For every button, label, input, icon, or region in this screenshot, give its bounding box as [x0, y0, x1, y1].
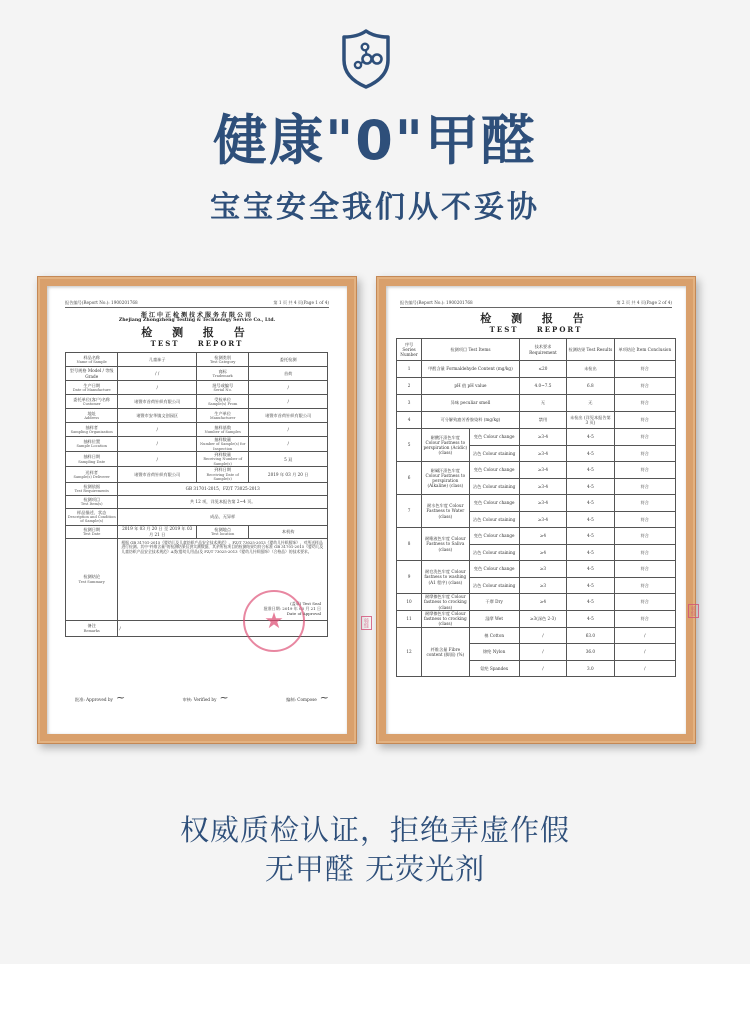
- test-sub-item: 沾色 Colour staining: [469, 478, 519, 495]
- column-header: 检测项目 Test Items: [422, 339, 520, 361]
- field-label: 抽样位置 Sample Location: [66, 437, 118, 452]
- field-value: 5 双: [249, 452, 328, 467]
- test-result: 36.0: [567, 644, 614, 661]
- signature-row: [75, 691, 329, 704]
- item-conclusion: 符合: [614, 445, 675, 462]
- field-value: 诸暨市安华镇文创园区: [118, 409, 197, 423]
- field-label: 商标 Trademark: [196, 367, 248, 381]
- item-conclusion: /: [614, 644, 675, 661]
- test-result: 3.0: [567, 660, 614, 677]
- test-result: 无: [567, 395, 614, 412]
- table-row: [397, 361, 676, 378]
- footer-slogan-line-2: 无甲醛 无荧光剂: [264, 852, 486, 886]
- test-item: 耐酸汗渍色牢度 Colour Fastness to perspiration (Acidic) (class): [422, 429, 469, 462]
- field-value: 委托检测: [249, 353, 328, 367]
- company-name-en: Zhejiang Zhongzheng Testing & Technology Service Co., Ltd.: [118, 318, 276, 323]
- table-row: 检测日期 Test Date 2019 年 03 月 20 日 至 2019 年 03 月 21 日 检测地点 Test location 本机构: [66, 525, 328, 538]
- requirement: ≥3-4: [519, 429, 566, 446]
- company-name-cn: 浙江中正检测技术服务有限公司: [140, 312, 253, 319]
- requirement: ≥3-4: [519, 445, 566, 462]
- test-item: 耐水色牢度 Colour Fastness to Water (class): [422, 495, 469, 528]
- test-sub-item: 变色 Colour change: [469, 462, 519, 479]
- requirement: ≥4: [519, 594, 566, 611]
- test-item: 耐碱汗渍色牢度 Colour Fastness to perspiration (Alkaline) (class): [422, 462, 469, 495]
- test-item: 耐摩擦色牢度 Colour fastness to crocking (class): [422, 594, 469, 611]
- test-item: pH 值 pH value: [422, 378, 520, 395]
- field-label: 抽样者 Sampling Organization: [66, 423, 118, 437]
- item-conclusion: 符合: [614, 561, 675, 578]
- test-sub-item: 锦纶 Nylon: [469, 644, 519, 661]
- test-sub-item: 沾色 Colour staining: [469, 511, 519, 528]
- test-sub-item: 沾色 Colour staining: [469, 577, 519, 594]
- test-sub-item: 湿摩 Wet: [469, 610, 519, 627]
- table-row: [397, 495, 676, 512]
- field-label: 抽样基数 Number of Samples: [196, 423, 248, 437]
- sample-description: 成品、无异样: [118, 508, 328, 525]
- table-row: [66, 381, 328, 395]
- field-value: 儿童袜子: [118, 353, 197, 367]
- table-row: [397, 378, 676, 395]
- field-label: 到样日期 Receiving Date of Sample(s): [196, 467, 248, 482]
- field-label: 地址 Address: [66, 409, 118, 423]
- official-seal-stamp: ★: [243, 590, 305, 652]
- test-result: 4-5: [567, 561, 614, 578]
- page-title: 健康"0"甲醛: [213, 109, 537, 172]
- table-row: [66, 452, 328, 467]
- page-subtitle: 宝宝安全我们从不妥协: [210, 190, 540, 225]
- field-label: 检测类别 Test Category: [196, 353, 248, 367]
- table-row: [66, 437, 328, 452]
- field-value: /: [249, 381, 328, 395]
- requirement: 无: [519, 395, 566, 412]
- requirement: 禁用: [519, 412, 566, 429]
- table-header-row: [397, 339, 676, 361]
- compiled-by: 编制: Compose ~: [286, 691, 329, 704]
- item-conclusion: /: [614, 627, 675, 644]
- series-number: 6: [397, 462, 422, 495]
- test-results-table: [396, 338, 676, 677]
- item-conclusion: 符合: [614, 478, 675, 495]
- page-number: 第 1 页 共 4 页(Page 1 of 4): [273, 300, 329, 305]
- test-result: 4-5: [567, 445, 614, 462]
- item-conclusion: /: [614, 660, 675, 677]
- table-row: 备注 Remarks /: [66, 620, 328, 636]
- series-number: 12: [397, 627, 422, 677]
- requirement: ≤20: [519, 361, 566, 378]
- requirement: /: [519, 644, 566, 661]
- table-row: [397, 528, 676, 545]
- item-conclusion: 符合: [614, 395, 675, 412]
- column-header: 单项结论 Item Conclusion: [614, 339, 675, 361]
- test-result: 4-5: [567, 495, 614, 512]
- table-row: 检测结论 Test Summary 根据 GB 31701-2015《婴幼儿及儿童纺织产品安全技术规范》、FZ/T 73025-2013《婴幼儿针织服饰》，对所送样品进行检测。其中"纤维含量"的检测结果仅供实测数据，其余所检项目的检测结果均符合标准 GB 31701-2015《婴幼儿及儿童纺织产品安全技术规范》A类(婴幼儿用品)及 FZ/T 73025-2013《婴幼儿针织服饰》（合格品）的技术要求。 (盖章) Test Seal 批准日期: 2019 年 03 月 21 日 Date of Approval: [66, 538, 328, 620]
- field-label: 受检单位 Sample(s) From: [196, 395, 248, 409]
- series-number: 1: [397, 361, 422, 378]
- footer-slogan-line-1: 权威质检认证，拒绝弄虚作假: [179, 813, 570, 847]
- table-row: [66, 423, 328, 437]
- test-report-page-2: [386, 286, 696, 734]
- field-value: /: [118, 437, 197, 452]
- item-conclusion: 符合: [614, 511, 675, 528]
- test-result: 未检出: [567, 361, 614, 378]
- side-seal: 骑缝: [361, 616, 372, 630]
- field-value: 2019 年 03 月 20 日: [249, 467, 328, 482]
- item-conclusion: 符合: [614, 378, 675, 395]
- item-conclusion: 符合: [614, 610, 675, 627]
- field-label: 型号规格 Model / 等级 Grade: [66, 367, 118, 381]
- table-row: [397, 627, 676, 644]
- field-label: 抽样数量 Number of Sample(s) for Inspection: [196, 437, 248, 452]
- approval-date: 批准日期: 2019 年 03 月 21 日: [263, 605, 321, 611]
- field-label: 生产日期 Date of Manufacture: [66, 381, 118, 395]
- field-value: / /: [118, 367, 197, 381]
- field-value: 诸暨市首荷针织有限公司: [249, 409, 328, 423]
- test-sub-item: 变色 Colour change: [469, 528, 519, 545]
- test-report-page-1: [47, 286, 369, 734]
- test-item: 纤维含量 Fibre content (脚面) (%): [422, 627, 469, 677]
- report-title-en: TEST REPORT: [150, 339, 244, 348]
- field-value: /: [118, 452, 197, 467]
- column-header: 序号 Series Number: [397, 339, 422, 361]
- table-row: [66, 395, 328, 409]
- requirement: ≥3(深色 2-3): [519, 610, 566, 627]
- test-sub-item: 沾色 Colour staining: [469, 445, 519, 462]
- requirement: ≥3: [519, 561, 566, 578]
- page-number: 第 2 页 共 4 页(Page 2 of 4): [616, 300, 672, 305]
- shield-molecule-icon: [339, 28, 393, 90]
- item-conclusion: 符合: [614, 462, 675, 479]
- requirement: /: [519, 660, 566, 677]
- test-sub-item: 变色 Colour change: [469, 429, 519, 446]
- field-value: 诸暨市首荷针织有限公司: [118, 395, 197, 409]
- column-header: 技术要求 Requirement: [519, 339, 566, 361]
- test-requirements: GB 31701-2015、FZ/T 73025-2013: [118, 482, 328, 495]
- field-label: 抽样日期 Sampling Date: [66, 452, 118, 467]
- item-conclusion: 符合: [614, 577, 675, 594]
- table-row: [397, 429, 676, 446]
- field-value: 诸暨市首荷针织有限公司: [118, 467, 197, 482]
- test-date: 2019 年 03 月 20 日 至 2019 年 03 月 21 日: [118, 525, 197, 538]
- remarks: /: [118, 620, 328, 636]
- test-sub-item: 干摩 Dry: [469, 594, 519, 611]
- table-row: [397, 594, 676, 611]
- field-label: 批号或编号 Serial No.: [196, 381, 248, 395]
- report-title-cn: 检 测 报 告: [141, 326, 253, 339]
- item-conclusion: 符合: [614, 594, 675, 611]
- test-item: 耐摩擦色牢度 Colour fastness to crocking (class): [422, 610, 469, 627]
- series-number: 8: [397, 528, 422, 561]
- series-number: 7: [397, 495, 422, 528]
- test-item: 可分解致癌芳香胺染料 (mg/kg): [422, 412, 520, 429]
- table-row: [397, 395, 676, 412]
- item-conclusion: 符合: [614, 528, 675, 545]
- field-value: /: [118, 423, 197, 437]
- field-value: 首荷: [249, 367, 328, 381]
- item-conclusion: 符合: [614, 361, 675, 378]
- field-value: /: [249, 437, 328, 452]
- test-location: 本机构: [249, 525, 328, 538]
- verified-by: 审核: Verified by ~: [182, 691, 229, 704]
- test-result: 4-5: [567, 462, 614, 479]
- field-value: /: [249, 395, 328, 409]
- report-title-cn: 检 测 报 告: [480, 312, 592, 325]
- test-result: 4-5: [567, 594, 614, 611]
- series-number: 4: [397, 412, 422, 429]
- report-number: 报告编号(Report No.): 1900201768: [400, 300, 473, 305]
- item-conclusion: 符合: [614, 544, 675, 561]
- table-row: [397, 412, 676, 429]
- requirement: ≥3-4: [519, 511, 566, 528]
- table-row: [66, 409, 328, 423]
- series-number: 9: [397, 561, 422, 594]
- field-label: 到样数量 Receiving Number of Sample(s): [196, 452, 248, 467]
- approved-by: 批准: Approved by ~: [75, 691, 126, 704]
- report-header: [65, 300, 329, 308]
- test-sub-item: 氨纶 Spandex: [469, 660, 519, 677]
- test-item: 甲醛含量 Formaldehyde Content (mg/kg): [422, 361, 520, 378]
- requirement: ≥3: [519, 577, 566, 594]
- field-label: 送样者 Sample(s) Deliverer: [66, 467, 118, 482]
- test-result: 4-5: [567, 544, 614, 561]
- test-result: 4-5: [567, 610, 614, 627]
- item-conclusion: 符合: [614, 412, 675, 429]
- field-value: /: [118, 381, 197, 395]
- test-result: 4-5: [567, 511, 614, 528]
- table-row: [397, 462, 676, 479]
- series-number: 10: [397, 594, 422, 611]
- test-sub-item: 沾色 Colour staining: [469, 544, 519, 561]
- test-summary: 根据 GB 31701-2015《婴幼儿及儿童纺织产品安全技术规范》、FZ/T 73025-2013《婴幼儿针织服饰》，对所送样品进行检测。其中"纤维含量"的检测结果仅供实测数据，其余所检项目的检测结果均符合标准 GB 31701-2015《婴幼儿及儿童纺织产品安全技术规范》A类(婴幼儿用品)及 FZ/T 73025-2013《婴幼儿针织服饰》（合格品）的技术要求。 (盖章) Test Seal 批准日期: 2019 年 03 月 21 日 Date of Approval: [118, 538, 328, 620]
- series-number: 11: [397, 610, 422, 627]
- test-result: 63.0: [567, 627, 614, 644]
- requirement: ≥4: [519, 528, 566, 545]
- table-row: [66, 353, 328, 367]
- column-header: 检测结果 Test Results: [567, 339, 614, 361]
- test-item: 异味 peculiar smell: [422, 395, 520, 412]
- test-report-frame-page-1: [37, 276, 369, 744]
- table-row: 检测项目 Test Item(s) 共 12 项，详见本报告第 2~4 页。: [66, 495, 328, 508]
- test-sub-item: 变色 Colour change: [469, 495, 519, 512]
- requirement: ≥3-4: [519, 478, 566, 495]
- test-result: 4-5: [567, 429, 614, 446]
- test-report-frame-page-2: [376, 276, 696, 744]
- test-result: 4-5: [567, 478, 614, 495]
- test-result: 未检出 (详见本报告第 3 页): [567, 412, 614, 429]
- requirement: 4.0~7.5: [519, 378, 566, 395]
- report-header: [400, 300, 672, 308]
- table-row: [66, 467, 328, 482]
- test-item: 耐皂洗色牢度 Colour fastness to washing (A1 程序) (class): [422, 561, 469, 594]
- requirement: /: [519, 627, 566, 644]
- test-items: 共 12 项，详见本报告第 2~4 页。: [118, 495, 328, 508]
- requirement: ≥3-4: [519, 462, 566, 479]
- test-result: 4-5: [567, 528, 614, 545]
- requirement: ≥3-4: [519, 495, 566, 512]
- item-conclusion: 符合: [614, 495, 675, 512]
- field-label: 样品名称 Name of Sample: [66, 353, 118, 367]
- series-number: 5: [397, 429, 422, 462]
- test-result: 6.8: [567, 378, 614, 395]
- table-row: [397, 610, 676, 627]
- side-seal: 骑缝: [688, 604, 699, 618]
- test-result: 4-5: [567, 577, 614, 594]
- table-row: 样品描述、状态 Description and Condition of Sample(s) 成品、无异样: [66, 508, 328, 525]
- field-label: 委托单位(客户)名称 Customer: [66, 395, 118, 409]
- approval-block: (盖章) Test Seal 批准日期: 2019 年 03 月 21 日 Date of Approval: [263, 600, 321, 616]
- requirement: ≥4: [519, 544, 566, 561]
- series-number: 3: [397, 395, 422, 412]
- report-title-en: TEST REPORT: [489, 325, 583, 334]
- field-value: /: [249, 423, 328, 437]
- test-sub-item: 变色 Colour change: [469, 561, 519, 578]
- test-item: 耐唾液色牢度 Colour Fastness to Saliva (class): [422, 528, 469, 561]
- table-row: 检测依据 Test Requirements GB 31701-2015、FZ/T 73025-2013: [66, 482, 328, 495]
- test-sub-item: 棉 Cotton: [469, 627, 519, 644]
- report-number: 报告编号(Report No.): 1900201768: [65, 300, 138, 305]
- item-conclusion: 符合: [614, 429, 675, 446]
- table-row: [397, 561, 676, 578]
- table-row: [66, 367, 328, 381]
- field-label: 生产单位 Manufacturer: [196, 409, 248, 423]
- series-number: 2: [397, 378, 422, 395]
